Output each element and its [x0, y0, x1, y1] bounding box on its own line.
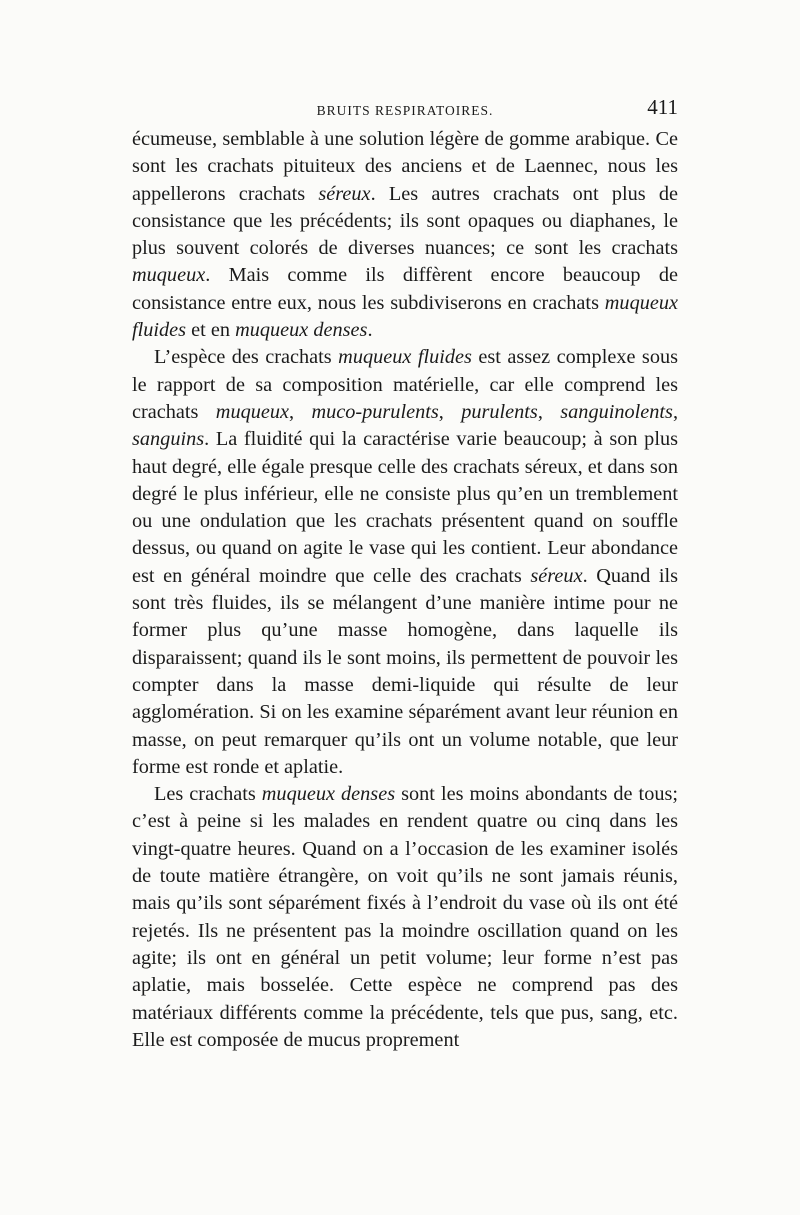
text-run: et en: [186, 319, 236, 342]
text-run: ,: [289, 400, 312, 423]
text-run: .: [367, 319, 373, 342]
text-run: . Les autres crachats ont plus de consistance que les précédents; ils sont opaques ou diaphanes, le plus souvent colorés de diverses nuances; ce sont les crachats: [132, 182, 678, 260]
italic-term: muqueux: [215, 400, 290, 423]
italic-term: muqueux fluides: [338, 346, 472, 369]
text-run: . Mais comme ils diffèrent encore beaucoup de consistance entre eux, nous les subdiviserons en crachats: [132, 264, 678, 314]
text-run: écumeuse, semblable à une solution légère de gomme arabique. Ce sont les crachats pituiteux des anciens et de Laennec, nous les appellerons crachats: [132, 128, 678, 205]
text-run: est assez complexe sous le rapport de sa composition matérielle, car elle comprend les crachats: [132, 346, 678, 423]
italic-term: muqueux denses: [235, 319, 368, 342]
text-run: ,: [537, 400, 561, 423]
paragraph: [132, 126, 678, 344]
italic-term: muqueux denses: [261, 783, 396, 806]
text-run: L’espèce des crachats: [154, 346, 339, 369]
italic-term: sanguins: [132, 428, 205, 451]
body-text: [132, 126, 678, 1054]
page-number: 411: [647, 95, 678, 119]
paragraph: [132, 344, 678, 781]
page-header: [132, 95, 678, 125]
italic-term: séreux: [530, 564, 583, 587]
text-run: ,: [438, 400, 462, 423]
text-run: . Quand ils sont très fluides, ils se mélangent d’une manière intime pour ne former plus qu’une masse homogène, dans laquelle ils disparaissent; quand ils le sont moins, ils permettent de pouvoir les compter dans la masse demi-liquide qui résulte de leur agglomération. Si on les examine séparément avant leur réunion en masse, on peut remarquer qu’ils ont un volume notable, que leur forme est ronde et aplatie.: [132, 564, 678, 778]
text-run: Les crachats: [154, 783, 262, 806]
italic-term: muqueux: [132, 264, 206, 287]
italic-term: muqueux fluides: [132, 291, 678, 342]
paragraph: [132, 781, 678, 1054]
text-run: sont les moins abondants de tous; c’est à peine si les malades en rendent quatre ou cinq dans les vingt-quatre heures. Quand on a l’occasion de les examiner isolés de toute matière étrangère, on voit qu’ils ne sont jamais réunis, mais qu’ils sont séparément fixés à l’endroit du vase où ils ont été rejetés. Ils ne présentent pas la moindre oscillation quand on les agite; ils ont en général un petit volume; leur forme n’est pas aplatie, mais bosselée. Cette espèce ne comprend pas des matériaux différents comme la précédente, tels que pus, sang, etc. Elle est composée de mucus proprement: [132, 783, 678, 1051]
italic-term: purulents: [461, 400, 538, 423]
italic-term: sanguinolents: [560, 400, 673, 423]
italic-term: muco-purulents: [311, 400, 439, 423]
running-head: BRUITS RESPIRATOIRES.: [316, 103, 494, 118]
italic-term: séreux: [318, 182, 371, 205]
text-run: . La fluidité qui la caractérise varie beaucoup; à son plus haut degré, elle égale presque celle des crachats séreux, et dans son degré le plus inférieur, elle ne consiste plus qu’en un tremblement ou une ondulation que les crachats présentent quand on souffle dessus, ou quand on agite le vase qui les contient. Leur abondance est en général moindre que celle des crachats: [132, 428, 678, 587]
text-run: ,: [672, 400, 679, 423]
